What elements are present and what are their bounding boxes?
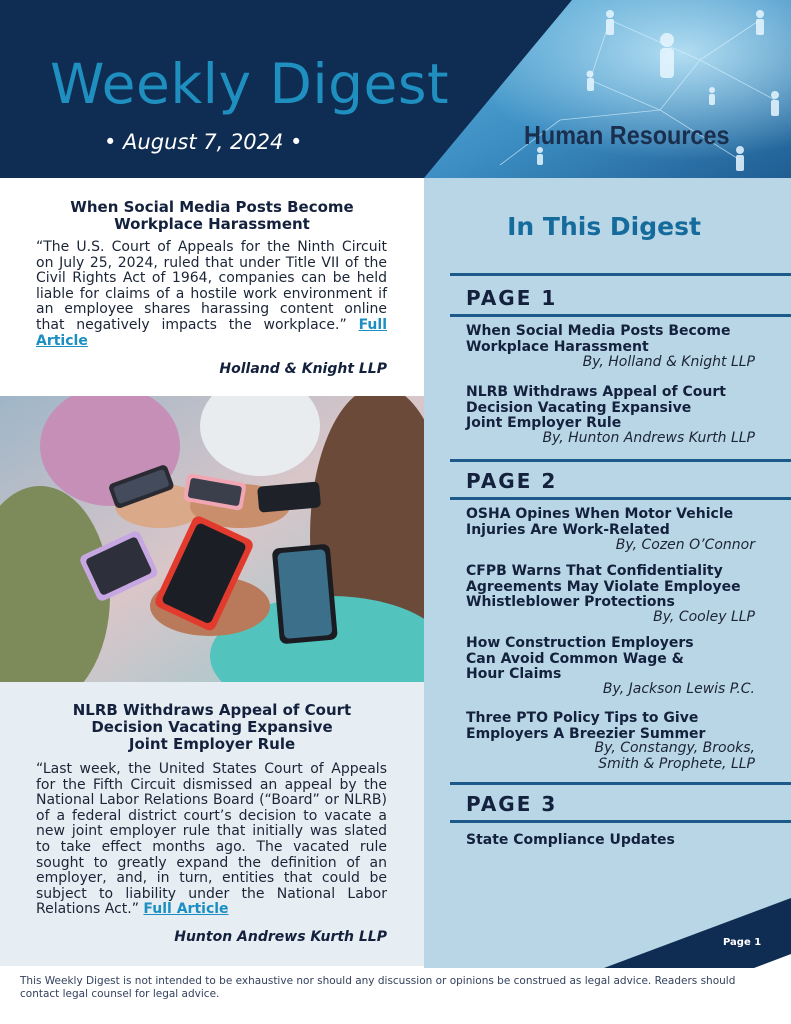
article-1-source: Holland & Knight LLP xyxy=(219,361,387,377)
toc-item-byline: By, Jackson Lewis P.C. xyxy=(602,681,755,697)
toc-item-byline: By, Constangy, Brooks, Smith & Prophete, LLP xyxy=(594,740,755,772)
newsletter-title: Weekly Digest xyxy=(50,52,450,116)
article-1-title: When Social Media Posts Become Workplace Harassment xyxy=(70,198,354,233)
department-label: Human Resources xyxy=(524,120,730,150)
legal-disclaimer: This Weekly Digest is not intended to be exhaustive nor should any discussion or opinions be construed as legal advice. Readers should contact legal counsel for legal advice. xyxy=(20,975,736,1000)
toc-item[interactable]: State Compliance Updates xyxy=(466,832,675,848)
toc-item[interactable]: When Social Media Posts Become Workplace Harassment xyxy=(466,323,731,355)
article-2-text: “Last week, the United States Court of Appeals for the Fifth Circuit dismissed an appeal by the National Labor Relations Board (“Board” or NLRB) of a federal district court’s decision to vacate a new joint employer rule that initially was slated to take effect months ago. The vacated rule sought to greatly expand the definition of an employer, and, in turn, entities that could be subject to liability under the National Labor Relations Act.” xyxy=(36,761,387,918)
article-2-source: Hunton Andrews Kurth LLP xyxy=(174,929,387,945)
article-1-full-article-link[interactable]: Full Article xyxy=(36,316,387,349)
divider xyxy=(450,497,791,500)
phones-illustration xyxy=(0,396,424,682)
toc-item[interactable]: NLRB Withdraws Appeal of Court Decision Vacating Expansive Joint Employer Rule xyxy=(466,384,726,431)
header-banner xyxy=(0,0,791,178)
toc-item-byline: By, Holland & Knight LLP xyxy=(582,354,755,370)
toc-item[interactable]: OSHA Opines When Motor Vehicle Injuries Are Work-Related xyxy=(466,506,734,538)
issue-date: • August 7, 2024 • xyxy=(104,130,303,154)
corner-wedge xyxy=(424,868,791,968)
article-2 xyxy=(0,682,424,966)
toc-item-byline: By, Hunton Andrews Kurth LLP xyxy=(542,430,755,446)
divider xyxy=(450,820,791,823)
article-2-full-article-link[interactable]: Full Article xyxy=(143,901,229,918)
toc-item-byline: By, Cozen O’Connor xyxy=(615,537,755,553)
page-1-heading: PAGE 1 xyxy=(466,286,558,310)
divider xyxy=(450,314,791,317)
article-2-body xyxy=(36,762,387,918)
page-3-heading: PAGE 3 xyxy=(466,792,558,816)
article-1-body xyxy=(36,240,387,349)
toc-item[interactable]: How Construction Employers Can Avoid Common Wage & Hour Claims xyxy=(466,635,694,682)
article-2-title: NLRB Withdraws Appeal of Court Decision Vacating Expansive Joint Employer Rule xyxy=(72,701,352,753)
article-1-text: “The U.S. Court of Appeals for the Ninth Circuit on July 25, 2024, ruled that under Title VII of the Civil Rights Act of 1964, companies can be held liable for claims of a hostile work environment if an employee shares harassing content online that negatively impacts the workplace.” xyxy=(36,239,387,333)
toc-item[interactable]: Three PTO Policy Tips to Give Employers A Breezier Summer xyxy=(466,710,706,742)
page-2-heading: PAGE 2 xyxy=(466,469,558,493)
divider xyxy=(450,273,791,276)
divider xyxy=(450,782,791,785)
digest-heading: In This Digest xyxy=(507,212,701,241)
divider xyxy=(450,459,791,462)
in-this-digest-sidebar xyxy=(424,178,791,968)
toc-item-byline: By, Cooley LLP xyxy=(653,609,755,625)
toc-item[interactable]: CFPB Warns That Confidentiality Agreements May Violate Employee Whistleblower Protections xyxy=(466,563,741,610)
article-1 xyxy=(0,178,424,396)
phones-photo xyxy=(0,396,424,682)
page-number: Page 1 xyxy=(723,937,762,948)
